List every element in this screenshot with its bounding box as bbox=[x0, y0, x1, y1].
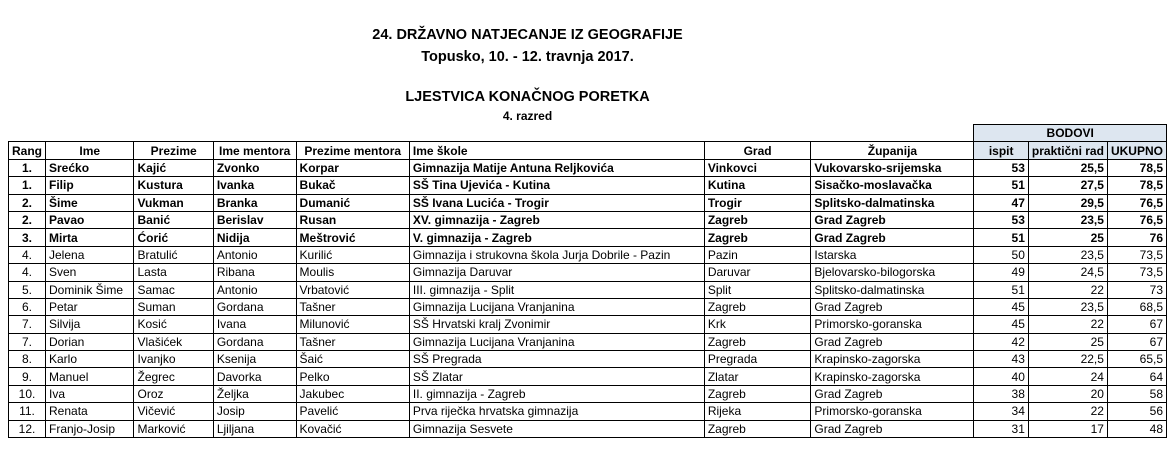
ranking-table bbox=[8, 124, 1167, 438]
cell-prezime-mentora: Vrbatović bbox=[296, 281, 409, 298]
cell-prezime: Vukman bbox=[134, 194, 213, 211]
cell-ispit: 34 bbox=[974, 403, 1028, 420]
cell-ime: Mirta bbox=[46, 229, 134, 246]
table-row bbox=[9, 281, 1167, 298]
cell-ukupno: 67 bbox=[1107, 316, 1166, 333]
table-row bbox=[9, 246, 1167, 263]
cell-ime: Filip bbox=[46, 177, 134, 194]
table-row bbox=[9, 385, 1167, 402]
cell-prezime: Vlašićek bbox=[134, 333, 213, 350]
cell-prakticni: 23,5 bbox=[1028, 211, 1107, 228]
cell-grad: Vinkovci bbox=[704, 159, 811, 176]
cell-ime: Sven bbox=[46, 264, 134, 281]
cell-prezime: Banić bbox=[134, 211, 213, 228]
cell-prezime: Ivanjko bbox=[134, 351, 213, 368]
cell-ispit: 31 bbox=[974, 420, 1028, 437]
cell-ispit: 51 bbox=[974, 177, 1028, 194]
cell-prezime-mentora: Kovačić bbox=[296, 420, 409, 437]
cell-prakticni: 17 bbox=[1028, 420, 1107, 437]
competition-place-date: Topusko, 10. - 12. travnja 2017. bbox=[421, 49, 634, 65]
cell-zupanija: Grad Zagreb bbox=[811, 211, 974, 228]
col-header: ispit bbox=[974, 142, 1028, 159]
table-row bbox=[9, 316, 1167, 333]
cell-prezime: Marković bbox=[134, 420, 213, 437]
cell-skola: SŠ Tina Ujevića - Kutina bbox=[409, 177, 704, 194]
cell-ime-mentora: Ivanka bbox=[213, 177, 296, 194]
table-row bbox=[9, 333, 1167, 350]
cell-grad: Zlatar bbox=[704, 368, 811, 385]
cell-prezime: Žegrec bbox=[134, 368, 213, 385]
cell-grad: Kutina bbox=[704, 177, 811, 194]
cell-ukupno: 73,5 bbox=[1107, 264, 1166, 281]
cell-ukupno: 78,5 bbox=[1107, 177, 1166, 194]
cell-prezime-mentora: Pelko bbox=[296, 368, 409, 385]
cell-skola: II. gimnazija - Zagreb bbox=[409, 385, 704, 402]
cell-prezime: Vičević bbox=[134, 403, 213, 420]
col-header: praktični rad bbox=[1028, 142, 1107, 159]
cell-prezime-mentora: Jakubec bbox=[296, 385, 409, 402]
cell-prezime-mentora: Milunović bbox=[296, 316, 409, 333]
cell-ispit: 49 bbox=[974, 264, 1028, 281]
cell-ime-mentora: Davorka bbox=[213, 368, 296, 385]
cell-ime-mentora: Gordana bbox=[213, 333, 296, 350]
cell-skola: Gimnazija i strukovna škola Jurja Dobrile - Pazin bbox=[409, 246, 704, 263]
cell-prezime: Kustura bbox=[134, 177, 213, 194]
cell-ime-mentora: Ljiljana bbox=[213, 420, 296, 437]
cell-prakticni: 29,5 bbox=[1028, 194, 1107, 211]
cell-ispit: 40 bbox=[974, 368, 1028, 385]
table-row bbox=[9, 177, 1167, 194]
cell-ispit: 53 bbox=[974, 211, 1028, 228]
cell-ispit: 42 bbox=[974, 333, 1028, 350]
cell-ime: Renata bbox=[46, 403, 134, 420]
cell-prezime: Kosić bbox=[134, 316, 213, 333]
cell-skola: Gimnazija Lucijana Vranjanina bbox=[409, 333, 704, 350]
cell-ukupno: 56 bbox=[1107, 403, 1166, 420]
points-group-header: BODOVI bbox=[974, 125, 1167, 142]
cell-ime: Jelena bbox=[46, 246, 134, 263]
cell-grad: Zagreb bbox=[704, 229, 811, 246]
cell-ime-mentora: Ksenija bbox=[213, 351, 296, 368]
cell-ime: Franjo-Josip bbox=[46, 420, 134, 437]
cell-zupanija: Grad Zagreb bbox=[811, 333, 974, 350]
cell-ime-mentora: Antonio bbox=[213, 246, 296, 263]
cell-prezime: Kajić bbox=[134, 159, 213, 176]
table-header-row bbox=[9, 142, 1167, 159]
cell-prakticni: 25,5 bbox=[1028, 159, 1107, 176]
cell-ime: Dominik Šime bbox=[46, 281, 134, 298]
cell-prakticni: 24,5 bbox=[1028, 264, 1107, 281]
cell-ime-mentora: Ribana bbox=[213, 264, 296, 281]
cell-rang: 12. bbox=[9, 420, 46, 437]
cell-prakticni: 23,5 bbox=[1028, 246, 1107, 263]
cell-ukupno: 76,5 bbox=[1107, 211, 1166, 228]
cell-prezime-mentora: Moulis bbox=[296, 264, 409, 281]
cell-skola: SŠ Zlatar bbox=[409, 368, 704, 385]
cell-ime-mentora: Josip bbox=[213, 403, 296, 420]
cell-skola: Gimnazija Lucijana Vranjanina bbox=[409, 298, 704, 315]
table-row bbox=[9, 298, 1167, 315]
col-header: Ime škole bbox=[409, 142, 704, 159]
cell-grad: Daruvar bbox=[704, 264, 811, 281]
cell-prezime-mentora: Tašner bbox=[296, 333, 409, 350]
cell-grad: Rijeka bbox=[704, 403, 811, 420]
cell-grad: Split bbox=[704, 281, 811, 298]
cell-ime-mentora: Željka bbox=[213, 385, 296, 402]
table-row bbox=[9, 403, 1167, 420]
col-header: Grad bbox=[704, 142, 811, 159]
cell-zupanija: Grad Zagreb bbox=[811, 420, 974, 437]
cell-ispit: 53 bbox=[974, 159, 1028, 176]
cell-ispit: 45 bbox=[974, 298, 1028, 315]
cell-prakticni: 27,5 bbox=[1028, 177, 1107, 194]
table-row bbox=[9, 420, 1167, 437]
cell-zupanija: Primorsko-goranska bbox=[811, 403, 974, 420]
cell-rang: 7. bbox=[9, 316, 46, 333]
cell-ime-mentora: Antonio bbox=[213, 281, 296, 298]
col-header: Ime bbox=[46, 142, 134, 159]
cell-prezime-mentora: Bukač bbox=[296, 177, 409, 194]
cell-prezime: Suman bbox=[134, 298, 213, 315]
cell-skola: SŠ Hrvatski kralj Zvonimir bbox=[409, 316, 704, 333]
cell-zupanija: Grad Zagreb bbox=[811, 298, 974, 315]
cell-skola: SŠ Pregrada bbox=[409, 351, 704, 368]
col-header: Županija bbox=[811, 142, 974, 159]
table-row bbox=[9, 351, 1167, 368]
cell-prakticni: 22,5 bbox=[1028, 351, 1107, 368]
cell-rang: 6. bbox=[9, 298, 46, 315]
cell-rang: 8. bbox=[9, 351, 46, 368]
cell-ukupno: 73 bbox=[1107, 281, 1166, 298]
col-header: Prezime mentora bbox=[296, 142, 409, 159]
cell-prakticni: 24 bbox=[1028, 368, 1107, 385]
cell-prezime-mentora: Kurilić bbox=[296, 246, 409, 263]
cell-ispit: 51 bbox=[974, 281, 1028, 298]
cell-prezime: Lasta bbox=[134, 264, 213, 281]
cell-ukupno: 65,5 bbox=[1107, 351, 1166, 368]
cell-ukupno: 67 bbox=[1107, 333, 1166, 350]
cell-ime: Silvija bbox=[46, 316, 134, 333]
grade-label: 4. razred bbox=[502, 109, 553, 123]
cell-ukupno: 78,5 bbox=[1107, 159, 1166, 176]
cell-grad: Zagreb bbox=[704, 333, 811, 350]
cell-skola: SŠ Ivana Lucića - Trogir bbox=[409, 194, 704, 211]
cell-zupanija: Sisačko-moslavačka bbox=[811, 177, 974, 194]
table-row bbox=[9, 159, 1167, 176]
ranking-title: LJESTVICA KONAČNOG PORETKA bbox=[405, 89, 650, 105]
cell-grad: Zagreb bbox=[704, 298, 811, 315]
cell-prezime: Oroz bbox=[134, 385, 213, 402]
cell-prezime-mentora: Korpar bbox=[296, 159, 409, 176]
cell-ime-mentora: Branka bbox=[213, 194, 296, 211]
cell-ime: Petar bbox=[46, 298, 134, 315]
cell-ispit: 50 bbox=[974, 246, 1028, 263]
cell-skola: Gimnazija Sesvete bbox=[409, 420, 704, 437]
col-header: UKUPNO bbox=[1107, 142, 1166, 159]
cell-ime: Iva bbox=[46, 385, 134, 402]
cell-ime: Dorian bbox=[46, 333, 134, 350]
cell-ispit: 51 bbox=[974, 229, 1028, 246]
cell-rang: 10. bbox=[9, 385, 46, 402]
cell-grad: Zagreb bbox=[704, 211, 811, 228]
cell-prakticni: 25 bbox=[1028, 229, 1107, 246]
cell-ime: Šime bbox=[46, 194, 134, 211]
table-row bbox=[9, 368, 1167, 385]
cell-rang: 4. bbox=[9, 246, 46, 263]
cell-ukupno: 48 bbox=[1107, 420, 1166, 437]
cell-prakticni: 22 bbox=[1028, 281, 1107, 298]
cell-ispit: 47 bbox=[974, 194, 1028, 211]
cell-grad: Pazin bbox=[704, 246, 811, 263]
cell-grad: Zagreb bbox=[704, 420, 811, 437]
cell-rang: 11. bbox=[9, 403, 46, 420]
cell-prezime: Samac bbox=[134, 281, 213, 298]
cell-zupanija: Primorsko-goranska bbox=[811, 316, 974, 333]
cell-zupanija: Bjelovarsko-bilogorska bbox=[811, 264, 974, 281]
cell-grad: Krk bbox=[704, 316, 811, 333]
cell-ukupno: 68,5 bbox=[1107, 298, 1166, 315]
cell-skola: III. gimnazija - Split bbox=[409, 281, 704, 298]
cell-rang: 3. bbox=[9, 229, 46, 246]
cell-prezime-mentora: Meštrović bbox=[296, 229, 409, 246]
cell-ime-mentora: Nidija bbox=[213, 229, 296, 246]
col-header: Ime mentora bbox=[213, 142, 296, 159]
cell-prakticni: 22 bbox=[1028, 316, 1107, 333]
cell-ime: Srećko bbox=[46, 159, 134, 176]
competition-title: 24. DRŽAVNO NATJECANJE IZ GEOGRAFIJE bbox=[372, 27, 683, 43]
cell-prezime-mentora: Dumanić bbox=[296, 194, 409, 211]
cell-prezime-mentora: Pavelić bbox=[296, 403, 409, 420]
cell-skola: V. gimnazija - Zagreb bbox=[409, 229, 704, 246]
table-row bbox=[9, 229, 1167, 246]
cell-prezime-mentora: Šaić bbox=[296, 351, 409, 368]
cell-zupanija: Grad Zagreb bbox=[811, 229, 974, 246]
cell-rang: 1. bbox=[9, 159, 46, 176]
cell-grad: Trogir bbox=[704, 194, 811, 211]
cell-ime-mentora: Gordana bbox=[213, 298, 296, 315]
cell-prezime-mentora: Rusan bbox=[296, 211, 409, 228]
cell-skola: XV. gimnazija - Zagreb bbox=[409, 211, 704, 228]
cell-ime: Manuel bbox=[46, 368, 134, 385]
cell-ime-mentora: Berislav bbox=[213, 211, 296, 228]
cell-ukupno: 76 bbox=[1107, 229, 1166, 246]
cell-zupanija: Splitsko-dalmatinska bbox=[811, 194, 974, 211]
cell-zupanija: Grad Zagreb bbox=[811, 385, 974, 402]
cell-ukupno: 58 bbox=[1107, 385, 1166, 402]
cell-prakticni: 20 bbox=[1028, 385, 1107, 402]
cell-zupanija: Krapinsko-zagorska bbox=[811, 351, 974, 368]
table-row bbox=[9, 211, 1167, 228]
cell-zupanija: Vukovarsko-srijemska bbox=[811, 159, 974, 176]
cell-rang: 7. bbox=[9, 333, 46, 350]
cell-rang: 2. bbox=[9, 211, 46, 228]
cell-prezime-mentora: Tašner bbox=[296, 298, 409, 315]
cell-ispit: 43 bbox=[974, 351, 1028, 368]
cell-ime-mentora: Ivana bbox=[213, 316, 296, 333]
cell-ukupno: 64 bbox=[1107, 368, 1166, 385]
cell-rang: 4. bbox=[9, 264, 46, 281]
cell-skola: Gimnazija Matije Antuna Reljkovića bbox=[409, 159, 704, 176]
cell-zupanija: Splitsko-dalmatinska bbox=[811, 281, 974, 298]
cell-rang: 2. bbox=[9, 194, 46, 211]
cell-prakticni: 25 bbox=[1028, 333, 1107, 350]
cell-grad: Pregrada bbox=[704, 351, 811, 368]
cell-ispit: 38 bbox=[974, 385, 1028, 402]
cell-prakticni: 23,5 bbox=[1028, 298, 1107, 315]
cell-ukupno: 73,5 bbox=[1107, 246, 1166, 263]
cell-grad: Zagreb bbox=[704, 385, 811, 402]
cell-ime: Pavao bbox=[46, 211, 134, 228]
table-row bbox=[9, 264, 1167, 281]
cell-ime-mentora: Zvonko bbox=[213, 159, 296, 176]
col-header: Prezime bbox=[134, 142, 213, 159]
col-header: Rang bbox=[9, 142, 46, 159]
cell-zupanija: Istarska bbox=[811, 246, 974, 263]
cell-prezime: Bratulić bbox=[134, 246, 213, 263]
cell-prezime: Ćorić bbox=[134, 229, 213, 246]
cell-zupanija: Krapinsko-zagorska bbox=[811, 368, 974, 385]
cell-skola: Gimnazija Daruvar bbox=[409, 264, 704, 281]
cell-prakticni: 22 bbox=[1028, 403, 1107, 420]
cell-rang: 9. bbox=[9, 368, 46, 385]
table-row bbox=[9, 194, 1167, 211]
cell-rang: 5. bbox=[9, 281, 46, 298]
cell-ispit: 45 bbox=[974, 316, 1028, 333]
cell-rang: 1. bbox=[9, 177, 46, 194]
cell-ime: Karlo bbox=[46, 351, 134, 368]
cell-ukupno: 76,5 bbox=[1107, 194, 1166, 211]
cell-skola: Prva riječka hrvatska gimnazija bbox=[409, 403, 704, 420]
